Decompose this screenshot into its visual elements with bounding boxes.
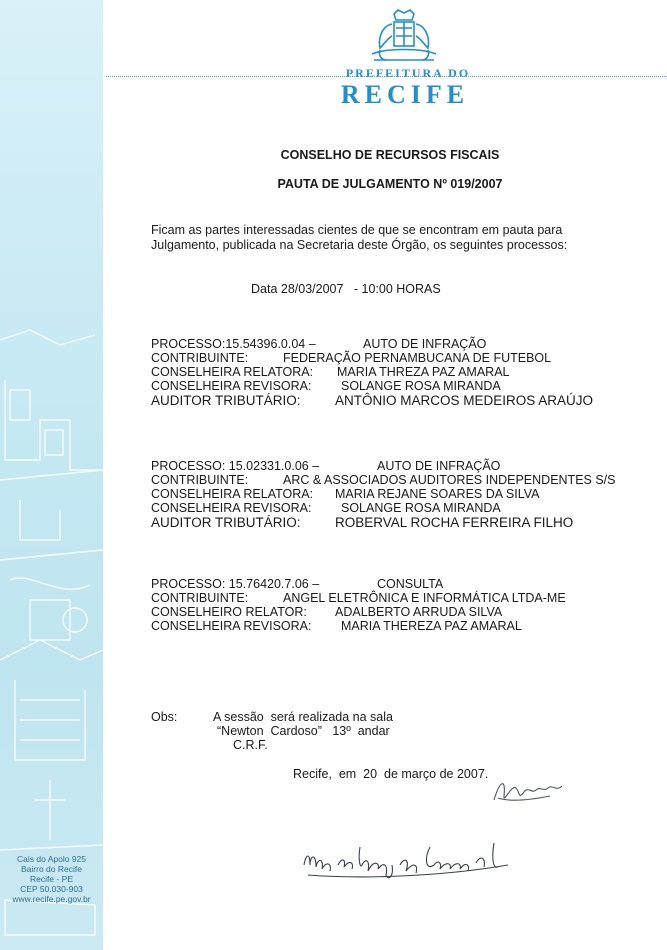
obs-line: A sessão será realizada na sala: [213, 710, 393, 724]
session-date: Data 28/03/2007 - 10:00 HORAS: [251, 282, 441, 296]
process-block: [151, 577, 566, 633]
row-label: AUDITOR TRIBUTÁRIO:: [151, 515, 301, 530]
row-label: CONSELHEIRA RELATORA:: [151, 365, 314, 379]
row-label: CONSELHEIRA REVISORA:: [151, 619, 312, 633]
row-value: FEDERAÇÃO PERNAMBUCANA DE FUTEBOL: [283, 351, 552, 365]
process-row: [151, 577, 566, 591]
row-label: CONTRIBUINTE:: [151, 351, 249, 365]
cityscape-watermark-icon: [0, 0, 103, 950]
process-row: [151, 605, 566, 619]
row-value: MARIA THREZA PAZ AMARAL: [337, 365, 510, 379]
row-value: AUTO DE INFRAÇÃO: [377, 459, 501, 473]
row-value: CONSULTA: [377, 577, 444, 591]
process-row: [151, 459, 616, 473]
brand-top-text: PREFEITURA DO: [345, 66, 471, 80]
row-label: CONSELHEIRA REVISORA:: [151, 379, 312, 393]
row-value: ANGEL ELETRÔNICA E INFORMÁTICA LTDA-ME: [283, 591, 566, 605]
intro-line: Ficam as partes interessadas cientes de que se encontram em pauta para: [151, 223, 563, 237]
process-block: [151, 459, 616, 531]
process-row: [151, 501, 616, 515]
address-line: Bairro do Recife: [21, 864, 82, 874]
address-line: Recife - PE: [30, 874, 73, 884]
address-block: [0, 854, 103, 904]
address-line: CEP 50.030-903: [20, 884, 83, 894]
signature-icon: [298, 835, 528, 885]
row-label: AUDITOR TRIBUTÁRIO:: [151, 393, 301, 408]
row-label: CONTRIBUINTE:: [151, 591, 249, 605]
process-row: [151, 473, 616, 487]
signature-icon: [490, 770, 580, 810]
obs-text: [213, 710, 393, 752]
row-label: CONTRIBUINTE:: [151, 473, 249, 487]
obs-line: “Newton Cardoso” 13º andar: [217, 724, 390, 738]
row-value: SOLANGE ROSA MIRANDA: [341, 501, 501, 515]
process-row: [151, 351, 593, 365]
intro-paragraph: [151, 223, 631, 253]
process-block: [151, 337, 593, 409]
address-line: Cais do Apolo 925: [17, 854, 86, 864]
row-value: ROBERVAL ROCHA FERREIRA FILHO: [335, 515, 574, 530]
header-divider: [106, 76, 667, 77]
row-value: MARIA THEREZA PAZ AMARAL: [341, 619, 522, 633]
row-value: SOLANGE ROSA MIRANDA: [341, 379, 501, 393]
row-label: CONSELHEIRA REVISORA:: [151, 501, 312, 515]
row-label: CONSELHEIRA RELATORA:: [151, 487, 314, 501]
signoff-date: Recife, em 20 de março de 2007.: [293, 767, 489, 781]
row-label: CONSELHEIRO RELATOR:: [151, 605, 307, 619]
process-row: [151, 365, 593, 379]
process-row: [151, 337, 593, 351]
process-row: [151, 393, 593, 409]
row-value: ANTÔNIO MARCOS MEDEIROS ARAÚJO: [335, 393, 594, 408]
row-value: ARC & ASSOCIADOS AUDITORES INDEPENDENTES S/S: [283, 473, 616, 487]
process-row: [151, 487, 616, 501]
process-row: [151, 515, 616, 531]
document-title: CONSELHO DE RECURSOS FISCAIS: [280, 148, 500, 162]
row-value: ADALBERTO ARRUDA SILVA: [335, 605, 503, 619]
address-website: www.recife.pe.gov.br: [12, 894, 91, 904]
row-value: MARIA REJANE SOARES DA SILVA: [335, 487, 540, 501]
row-label: PROCESSO:15.54396.0.04 –: [151, 337, 316, 351]
obs-line: C.R.F.: [233, 738, 268, 752]
process-row: [151, 379, 593, 393]
row-label: PROCESSO: 15.76420.7.06 –: [151, 577, 320, 591]
row-label: PROCESSO: 15.02331.0.06 –: [151, 459, 320, 473]
row-value: AUTO DE INFRAÇÃO: [363, 337, 487, 351]
process-row: [151, 591, 566, 605]
coat-of-arms-icon: [366, 8, 442, 68]
document-subtitle: PAUTA DE JULGAMENTO Nº 019/2007: [277, 177, 503, 191]
process-row: [151, 619, 566, 633]
sidebar-decoration: [0, 0, 103, 950]
brand-main-text: RECIFE: [340, 80, 470, 109]
intro-line: Julgamento, publicada na Secretaria deste Órgão, os seguintes processos:: [151, 238, 568, 252]
obs-label: Obs:: [151, 710, 178, 724]
